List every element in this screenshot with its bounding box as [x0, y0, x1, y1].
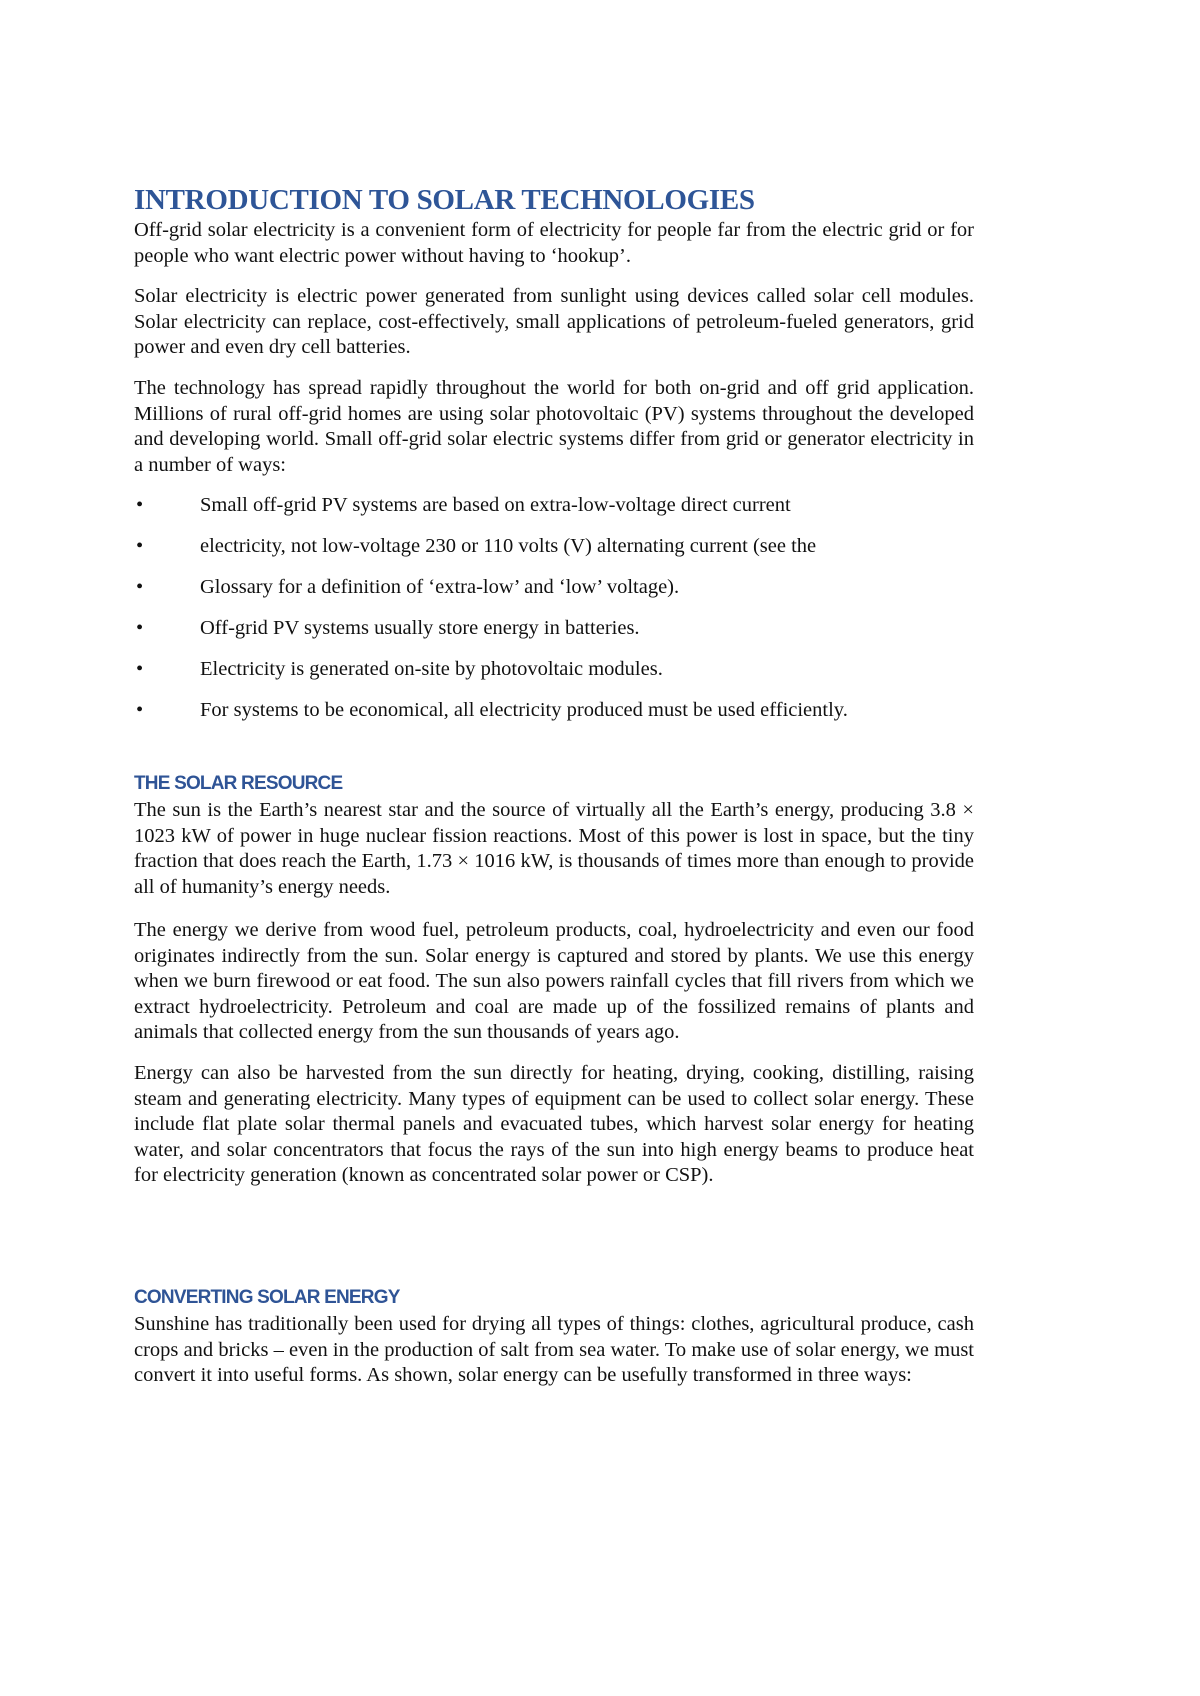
paragraph: Off-grid solar electricity is a convenient form of electricity for people far from the electric grid or for people who want electric power without having to ‘hookup’. [134, 219, 974, 267]
list-item [134, 698, 974, 739]
intro-section [134, 184, 974, 269]
paragraph: The technology has spread rapidly throughout the world for both on-grid and off grid application. Millions of rural off-grid homes are using solar photovoltaic (PV) systems throughout the developed and developing world. Small off-grid solar electric systems differ from grid or generator electricity in a number of ways: [134, 377, 974, 476]
list-item-text: Glossary for a definition of ‘extra-low’ and ‘low’ voltage). [200, 576, 680, 598]
paragraph: The energy we derive from wood fuel, petroleum products, coal, hydroelectricity and even our food originates indirectly from the sun. Solar energy is captured and stored by plants. We use this energy when we burn firewood or eat food. The sun also powers rainfall cycles that fill rivers from which we extract hydroelectricity. Petroleum and coal are made up of the fossilized remains of plants and animals that collected energy from the sun thousands of years ago. [134, 919, 974, 1043]
list-item-text: Small off-grid PV systems are based on extra-low-voltage direct current [200, 494, 791, 516]
list-item-text: electricity, not low-voltage 230 or 110 volts (V) alternating current (see the [200, 535, 817, 557]
list-item [134, 534, 974, 575]
solar-resource-section [134, 772, 974, 900]
page-title: INTRODUCTION TO SOLAR TECHNOLOGIES [134, 184, 755, 216]
paragraph: Sunshine has traditionally been used for drying all types of things: clothes, agricultural produce, cash crops and bricks – even in the production of salt from sea water. To make use of solar energy, we must convert it into useful forms. As shown, solar energy can be usefully transformed in three ways: [134, 1313, 974, 1386]
list-item [134, 493, 974, 534]
bullet-list [134, 493, 974, 739]
list-item [134, 575, 974, 616]
bullet-icon: • [136, 699, 144, 721]
section-heading: CONVERTING SOLAR ENERGY [134, 1287, 400, 1308]
bullet-icon: • [136, 576, 144, 598]
paragraph: Energy can also be harvested from the sun directly for heating, drying, cooking, distilling, raising steam and generating electricity. Many types of equipment can be used to collect solar energy. These include flat plate solar thermal panels and evacuated tubes, which harvest solar energy for heating water, and solar concentrators that focus the rays of the sun into high energy beams to produce heat for electricity generation (known as concentrated solar power or CSP). [134, 1062, 974, 1186]
bullet-icon: • [136, 658, 144, 680]
list-item [134, 616, 974, 657]
converting-section [134, 1286, 974, 1389]
bullet-icon: • [136, 535, 144, 557]
bullet-icon: • [136, 617, 144, 639]
list-item-text: Electricity is generated on-site by photovoltaic modules. [200, 658, 663, 680]
paragraph: The sun is the Earth’s nearest star and the source of virtually all the Earth’s energy, producing 3.8 × 1023 kW of power in huge nuclear fission reactions. Most of this power is lost in space, but the tiny fraction that does reach the Earth, 1.73 × 1016 kW, is thousands of times more than enough to provide all of humanity’s energy needs. [134, 799, 974, 898]
list-item-text: For systems to be economical, all electricity produced must be used efficiently. [200, 699, 848, 721]
list-item [134, 657, 974, 698]
section-heading: THE SOLAR RESOURCE [134, 773, 343, 794]
bullet-icon: • [136, 494, 144, 516]
paragraph: Solar electricity is electric power generated from sunlight using devices called solar cell modules. Solar electricity can replace, cost-effectively, small applications of petroleum-fueled generators, grid power and even dry cell batteries. [134, 285, 974, 358]
list-item-text: Off-grid PV systems usually store energy in batteries. [200, 617, 640, 639]
